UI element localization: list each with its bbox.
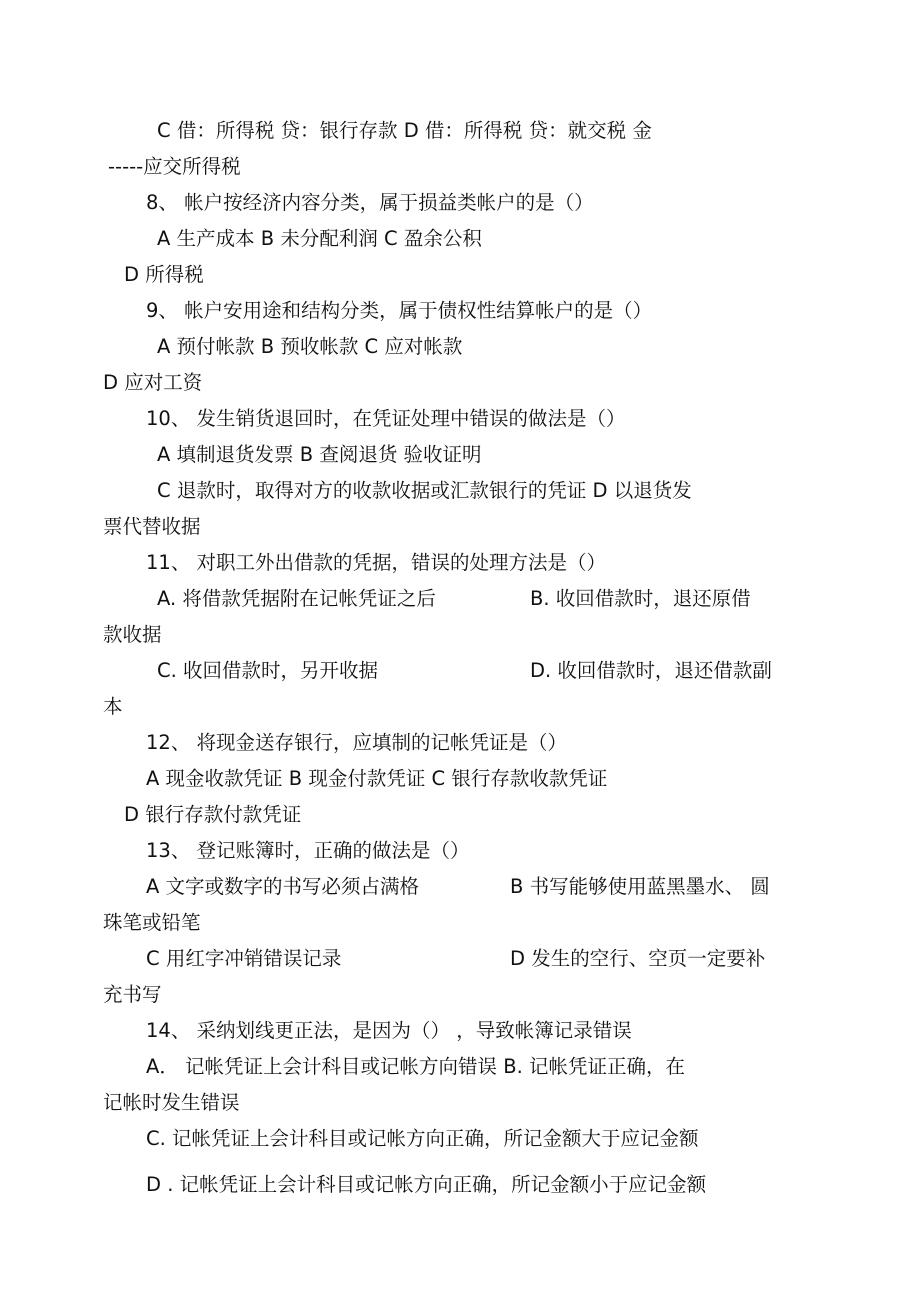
option-11-d-cont: 本 bbox=[103, 695, 123, 718]
option-11-a: A. 将借款凭据附在记帐凭证之后 bbox=[157, 587, 436, 610]
option-13-b: B 书写能够使用蓝黑墨水、 圆 bbox=[510, 875, 770, 898]
options-10-ab: A 填制退货发票 B 查阅退货 验收证明 bbox=[157, 443, 482, 466]
question-9: 9、 帐户安用途和结构分类，属于债权性结算帐户的是（） bbox=[146, 299, 653, 322]
options-14-ab: A． 记帐凭证上会计科目或记帐方向错误 B. 记帐凭证正确，在 bbox=[146, 1055, 686, 1078]
option-13-b-cont: 珠笔或铅笔 bbox=[103, 911, 201, 934]
option-13-d-cont: 充书写 bbox=[103, 983, 162, 1006]
options-8-d: D 所得税 bbox=[124, 263, 204, 286]
option-11-d: D. 收回借款时，退还借款副 bbox=[530, 659, 772, 682]
question-14: 14、 采纳划线更正法，是因为（） ，导致帐簿记录错误 bbox=[146, 1019, 632, 1042]
option-11-b-cont: 款收据 bbox=[103, 623, 162, 646]
options-8-abc: A 生产成本 B 未分配利润 C 盈余公积 bbox=[157, 227, 482, 250]
option-11-c: C. 收回借款时，另开收据 bbox=[157, 659, 379, 682]
question-8: 8、 帐户按经济内容分类，属于损益类帐户的是（） bbox=[146, 191, 594, 214]
option-line-7d-cont: -----应交所得税 bbox=[108, 155, 241, 178]
option-13-c: C 用红字冲销错误记录 bbox=[146, 947, 342, 970]
option-13-a: A 文字或数字的书写必须占满格 bbox=[146, 875, 420, 898]
option-line-7cd: C 借：所得税 贷：银行存款 D 借：所得税 贷：就交税 金 bbox=[157, 119, 652, 142]
options-10-d-cont: 票代替收据 bbox=[103, 515, 201, 538]
question-12: 12、 将现金送存银行，应填制的记帐凭证是（） bbox=[146, 731, 568, 754]
options-12-d: D 银行存款付款凭证 bbox=[124, 803, 302, 826]
options-9-abc: A 预付帐款 B 预收帐款 C 应对帐款 bbox=[157, 335, 463, 358]
option-14-d: D . 记帐凭证上会计科目或记帐方向正确，所记金额小于应记金额 bbox=[146, 1173, 707, 1196]
option-14-c: C. 记帐凭证上会计科目或记帐方向正确，所记金额大于应记金额 bbox=[146, 1127, 699, 1150]
option-13-d: D 发生的空行、空页一定要补 bbox=[510, 947, 766, 970]
option-11-b: B. 收回借款时，退还原借 bbox=[530, 587, 751, 610]
options-9-d: D 应对工资 bbox=[103, 371, 203, 394]
question-11: 11、 对职工外出借款的凭据，错误的处理方法是（） bbox=[146, 551, 607, 574]
options-12-abc: A 现金收款凭证 B 现金付款凭证 C 银行存款收款凭证 bbox=[146, 767, 608, 790]
question-10: 10、 发生销货退回时，在凭证处理中错误的做法是（） bbox=[146, 407, 626, 430]
options-10-cd: C 退款时，取得对方的收款收据或汇款银行的凭证 D 以退货发 bbox=[157, 479, 692, 502]
options-14-b-cont: 记帐时发生错误 bbox=[103, 1091, 240, 1114]
question-13: 13、 登记账簿时，正确的做法是（） bbox=[146, 839, 470, 862]
